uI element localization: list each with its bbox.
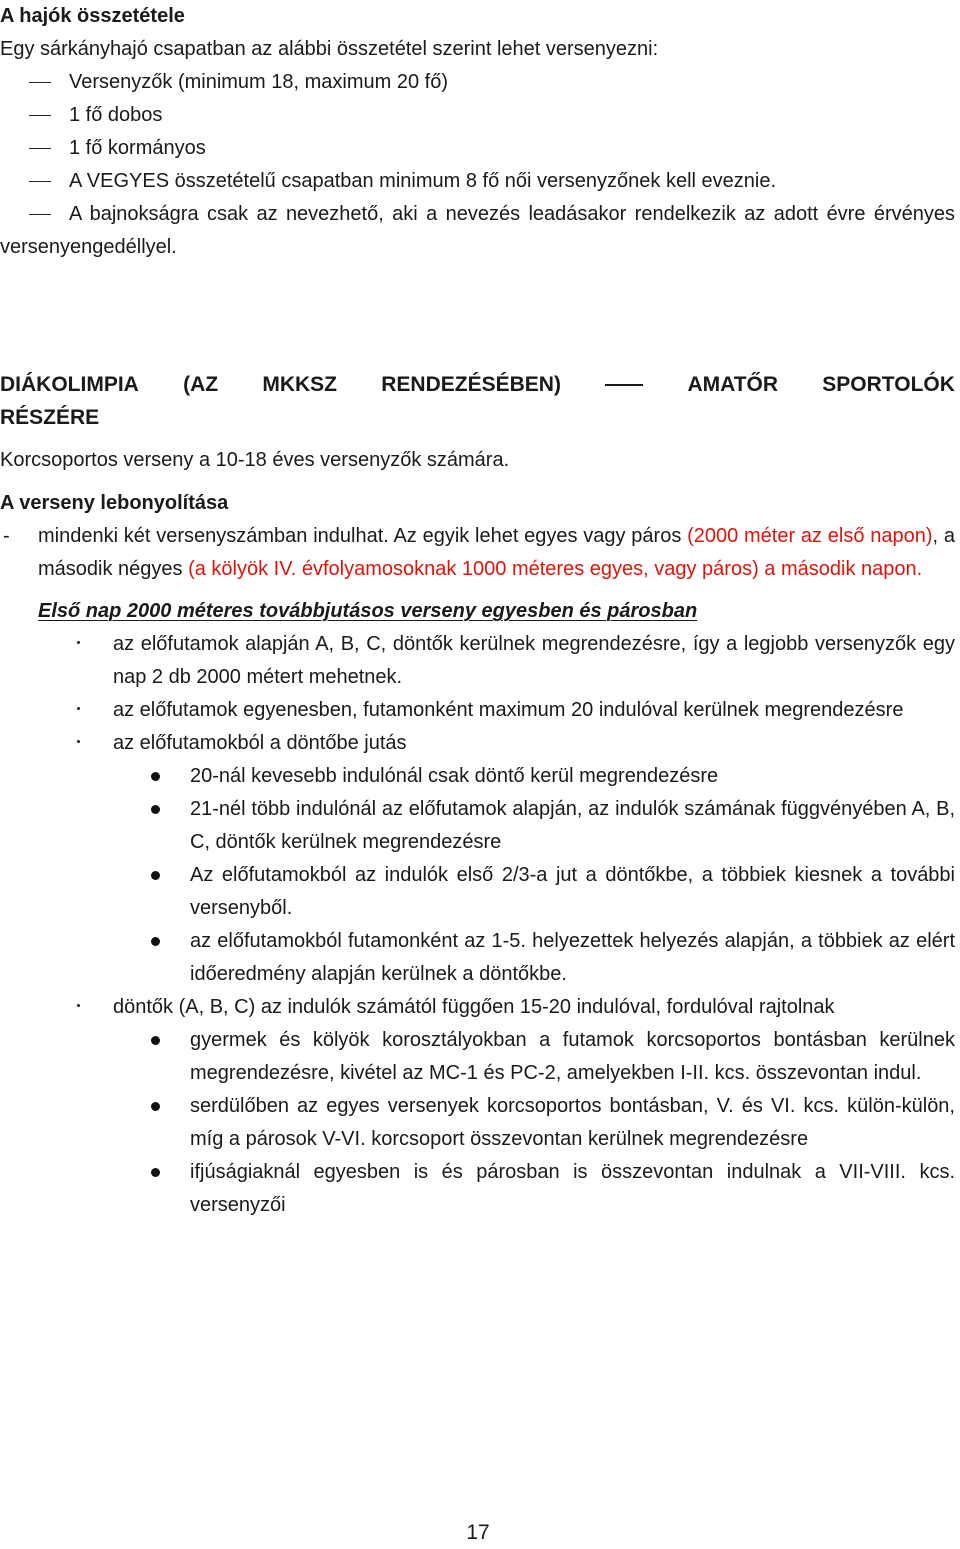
sub-list-item: [0, 760, 955, 793]
list-item-text: döntők (A, B, C) az indulók számától függően 15-20 indulóval, fordulóval rajtolnak: [113, 996, 835, 1018]
subtitle: Korcsoportos verseny a 10-18 éves versenyzők számára.: [0, 449, 510, 471]
list-item-text: az előfutamok alapján A, B, C, döntők kerülnek megrendezésre, így a legjobb versenyzők egy nap 2 db 2000 métert mehetnek.: [113, 633, 955, 688]
section-heading: A hajók összetétele: [0, 5, 185, 27]
list-item: [0, 727, 955, 760]
list-item: [0, 165, 955, 198]
list-item-text: 21-nél több indulónál az előfutamok alapján, az indulók számának függvényében A, B, C, döntők kerülnek megrendezésre: [190, 798, 955, 853]
em-dash-icon: [605, 384, 643, 386]
section-diakolimpia: [0, 368, 955, 1222]
list-item-text: A bajnokságra csak az nevezhető, aki a nevezés leadásakor rendelkezik az adott évre érvényes versenyengedéllyel.: [0, 203, 955, 258]
round-bullet-icon: [151, 1036, 160, 1045]
title-word: (AZ: [183, 373, 219, 396]
highlighted-text: (2000 méter az első napon): [687, 525, 933, 547]
dot-bullet-icon: [77, 1004, 80, 1007]
list-item: [0, 694, 955, 727]
list-item-text: az előfutamok egyenesben, futamonként maximum 20 indulóval kerülnek megrendezésre: [113, 699, 904, 721]
dash-bullet-icon: [29, 148, 51, 149]
spacer: [0, 434, 955, 444]
section-title: [0, 368, 955, 434]
title-word: RÉSZÉRE: [0, 406, 100, 429]
round-bullet-icon: [151, 937, 160, 946]
list-item-text: 1 fő kormányos: [69, 137, 206, 159]
sub-list-item: [0, 1156, 955, 1222]
list-item-text: Az előfutamokból az indulók első 2/3-a jut a döntőkbe, a többiek kiesnek a további versenyből.: [190, 864, 955, 919]
dot-bullet-icon: [77, 740, 80, 743]
round-bullet-icon: [151, 1102, 160, 1111]
title-word: AMATŐR: [687, 373, 779, 396]
page-number: 17: [466, 1521, 490, 1544]
list-item: [0, 628, 955, 694]
intro-paragraph: Egy sárkányhajó csapatban az alábbi összetétel szerint lehet versenyezni:: [0, 38, 659, 60]
list-item-text: A VEGYES összetételű csapatban minimum 8 fő női versenyzőnek kell eveznie.: [69, 170, 777, 192]
highlighted-text: (a kölyök IV. évfolyamosoknak 1000 méteres egyes, vagy páros) a második napon.: [188, 558, 923, 580]
list-item-text: az előfutamokból futamonként az 1-5. helyezettek helyezés alapján, a többiek az elért időeredmény alapján kerülnek a döntőkbe.: [190, 930, 955, 985]
list-item: [0, 132, 955, 165]
item-text: , a második négyes: [38, 525, 955, 580]
dot-bullet-icon: [77, 641, 80, 644]
sub-list-item: [0, 925, 955, 991]
list-item: [0, 66, 955, 99]
sub-list-item: [0, 859, 955, 925]
list-item-text: Versenyzők (minimum 18, maximum 20 fő): [69, 71, 449, 93]
dash-bullet-icon: [29, 181, 51, 182]
dash-bullet-icon: [29, 115, 51, 116]
sub-list-item: [0, 793, 955, 859]
list-item-text: az előfutamokból a döntőbe jutás: [113, 732, 407, 754]
item-text: mindenki két versenyszámban indulhat. Az egyik lehet egyes vagy páros: [38, 525, 688, 547]
list-item-text: serdülőben az egyes versenyek korcsoportos bontásban, V. és VI. kcs. külön-külön, míg a párosok V-VI. korcsoport összevontan kerülnek megrendezésre: [190, 1095, 955, 1150]
list-item-text: ifjúságiaknál egyesben is és párosban is összevontan indulnak a VII-VIII. kcs. versenyzői: [190, 1161, 955, 1216]
round-bullet-icon: [151, 871, 160, 880]
list-item-text: 1 fő dobos: [69, 104, 163, 126]
list-item: [0, 991, 955, 1024]
lead-heading: A verseny lebonyolítása: [0, 492, 229, 514]
list-item: [0, 198, 955, 264]
title-word: MKKSZ: [262, 373, 337, 396]
round-bullet-icon: [151, 1168, 160, 1177]
dot-bullet-icon: [77, 707, 80, 710]
sub-list-item: [0, 1024, 955, 1090]
round-bullet-icon: [151, 805, 160, 814]
title-word: SPORTOLÓK: [822, 373, 955, 396]
round-bullet-icon: [151, 772, 160, 781]
day1-heading: [0, 595, 955, 628]
list-item-text: gyermek és kölyök korosztályokban a futamok korcsoportos bontásban kerülnek megrendezésre, kivétel az MC-1 és PC-2, amelyekben I-II. kcs. összevontan indul.: [190, 1029, 955, 1084]
list-item-text: 20-nál kevesebb indulónál csak döntő kerül megrendezésre: [190, 765, 719, 787]
hyphen-bullet: -: [3, 525, 10, 547]
sub-list-item: [0, 1090, 955, 1156]
spacer: [0, 477, 955, 487]
title-word: RENDEZÉSÉBEN): [381, 373, 561, 396]
list-item: [0, 99, 955, 132]
section-boat-composition: [0, 0, 955, 264]
list-item: [0, 520, 955, 586]
dash-bullet-icon: [29, 214, 51, 215]
dash-bullet-icon: [29, 82, 51, 83]
day1-heading-text: Első nap 2000 méteres továbbjutásos verseny egyesben és párosban: [38, 600, 698, 622]
title-word: DIÁKOLIMPIA: [0, 373, 139, 396]
